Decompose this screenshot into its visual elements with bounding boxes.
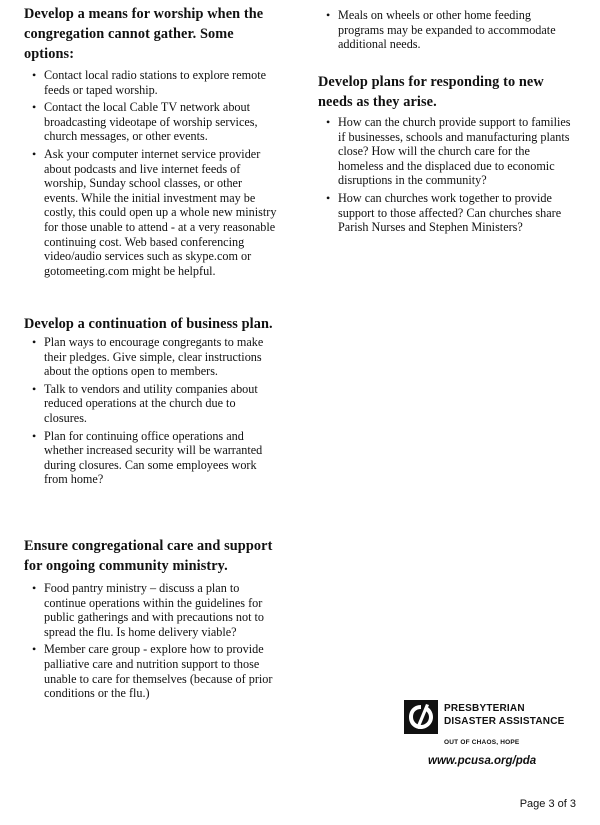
bullet-icon: • <box>326 115 331 129</box>
bullet-list <box>24 335 278 487</box>
list-item-text: Contact the local Cable TV network about broadcasting videotape of worship services, church messages, or other events. <box>44 100 258 144</box>
org-name-line1: PRESBYTERIAN <box>444 703 525 714</box>
org-tagline: OUT OF CHAOS, HOPE <box>444 739 520 746</box>
list-item <box>318 191 576 235</box>
section-heading: Develop a continuation of business plan. <box>24 316 273 332</box>
bullet-icon: • <box>326 190 331 205</box>
section-heading: Develop a means for worship when the congregation cannot gather. Some options: <box>24 6 264 62</box>
bullet-list <box>24 581 278 701</box>
list-item <box>24 642 278 700</box>
bullet-list <box>318 115 576 235</box>
list-item-text: Meals on wheels or other home feeding programs may be expanded to accommodate additional needs. <box>338 8 556 52</box>
org-name-line2: DISASTER ASSISTANCE <box>444 716 565 727</box>
list-item <box>318 115 576 188</box>
section-new-needs <box>318 72 576 238</box>
section-heading: Ensure congregational care and support for ongoing community ministry. <box>24 538 273 574</box>
pda-logo-icon <box>404 700 438 734</box>
bullet-icon: • <box>32 68 37 82</box>
bullet-list <box>318 8 576 52</box>
list-item-text: Food pantry ministry – discuss a plan to continue operations within the guidelines for public gatherings and with precautions not to spread the flu. Is home delivery viable? <box>44 581 265 639</box>
bullet-list <box>24 68 278 278</box>
list-item <box>24 100 278 144</box>
list-item-text: How can the church provide support to families if businesses, schools and manufacturing plants close? How will the church care for the homeless and the displaced due to economic disruptions in the community? <box>338 115 571 188</box>
list-item-text: Ask your computer internet service provider about podcasts and live internet feeds of worship, Sunday school classes, or other events. While the initial investment may be costly, this could open up a whole new ministry for those unable to attend - at a very reasonable continuing cost. Web based conferencing video/audio services such as skype.com or gotomeeting.com might be helpful. <box>44 146 277 278</box>
list-item <box>24 382 278 426</box>
bullet-icon: • <box>32 428 37 443</box>
list-item <box>24 68 278 97</box>
list-item <box>24 429 278 487</box>
list-item-text: Member care group - explore how to provide palliative care and nutrition support to those unable to care for themselves (because of prior conditions or the flu.) <box>44 642 273 701</box>
bullet-icon: • <box>32 146 37 161</box>
list-item-text: How can churches work together to provide support to those affected? Can churches share Parish Nurses and Stephen Ministers? <box>338 190 562 235</box>
list-item <box>24 147 278 278</box>
page-number: Page 3 of 3 <box>519 798 576 810</box>
bullet-icon: • <box>32 100 37 115</box>
list-item-text: Plan ways to encourage congregants to make their pledges. Give simple, clear instructions about the options open to members. <box>44 335 264 379</box>
section-heading: Develop plans for responding to new needs as they arise. <box>318 74 544 110</box>
section-continued-list <box>318 8 576 55</box>
bullet-icon: • <box>32 581 37 595</box>
website-link[interactable]: www.pcusa.org/pda <box>428 755 537 767</box>
list-item <box>24 581 278 639</box>
list-item <box>318 8 576 52</box>
bullet-icon: • <box>32 335 37 349</box>
section-congregational-care <box>24 536 278 704</box>
list-item-text: Contact local radio stations to explore remote feeds or taped worship. <box>44 68 267 97</box>
bullet-icon: • <box>32 642 37 657</box>
pda-logo <box>404 700 580 750</box>
section-business-plan <box>24 314 278 490</box>
bullet-icon: • <box>32 381 37 396</box>
list-item-text: Plan for continuing office operations and whether increased security will be warranted during closures. Can some employees work from home? <box>44 428 263 487</box>
list-item <box>24 335 278 379</box>
bullet-icon: • <box>326 8 331 22</box>
list-item-text: Talk to vendors and utility companies about reduced operations at the church due to closures. <box>44 381 258 425</box>
section-worship <box>24 4 278 281</box>
